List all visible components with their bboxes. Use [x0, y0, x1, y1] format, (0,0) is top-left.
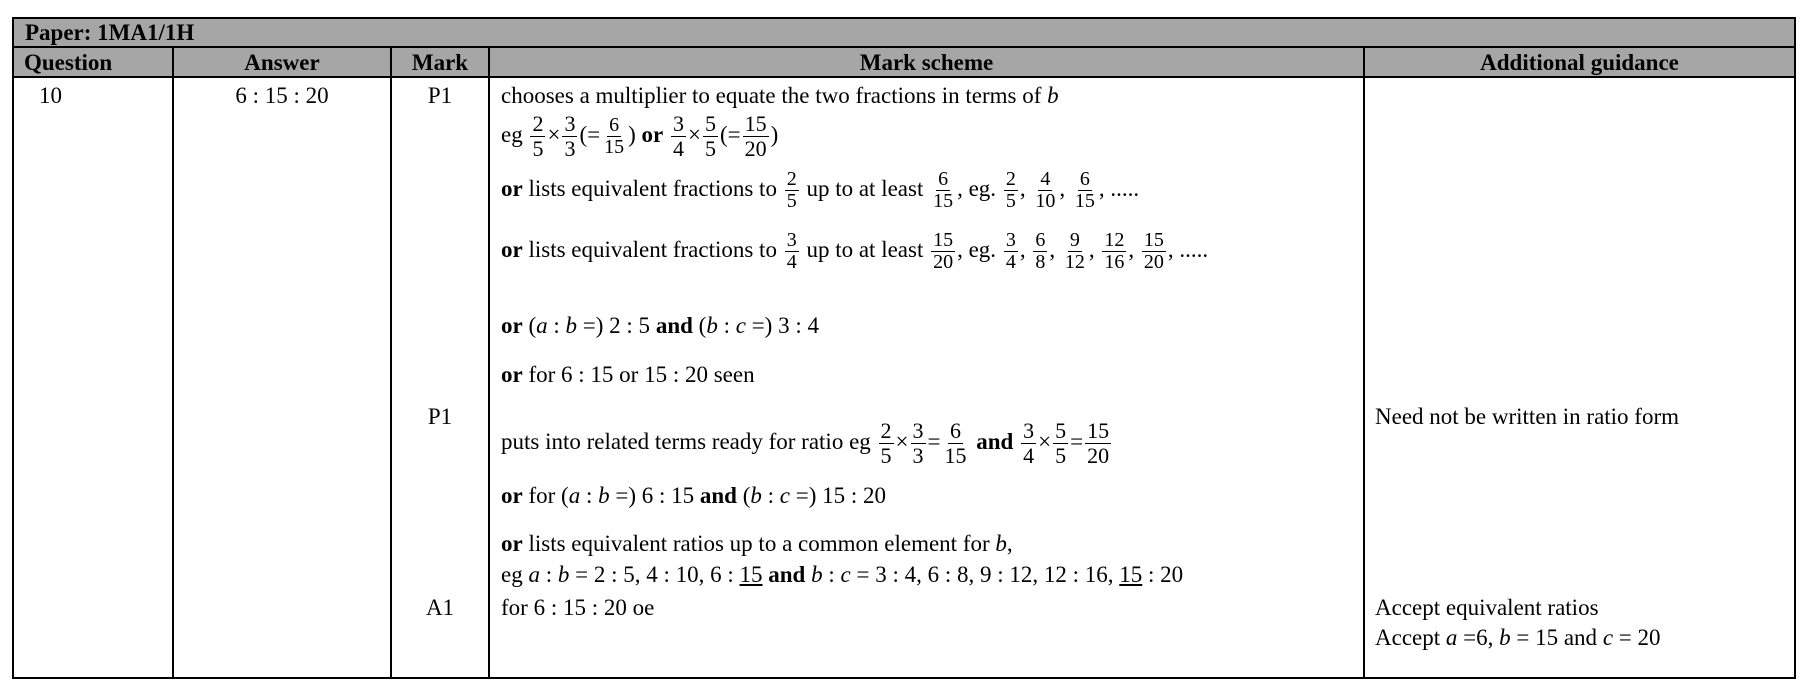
scheme-p1a-line1: chooses a multiplier to equate the two fractions in terms of b	[501, 83, 1059, 108]
column-divider	[172, 48, 174, 677]
fraction: $\frac{15}{20}$	[1143, 229, 1164, 273]
fraction: $\frac{9}{12}$	[1064, 229, 1085, 273]
fraction: $\frac{6}{15}$	[1074, 168, 1095, 212]
scheme-p1b-line1: puts into related terms ready for ratio eg $\frac{2}{5}$ × $\frac{3}{3}$ = $\frac{6}{15}$ and $\frac{3}{4}$ × $\frac{5}{5}$ = $\frac{15}{20}$	[501, 418, 1110, 468]
fraction: $\frac{15}{20}$	[744, 111, 767, 161]
scheme-p1a-list-2-5: or lists equivalent fractions to $\frac{2}{5}$ up to at least $\frac{6}{15}$ , eg. $\frac{2}{5}$ , $\frac{4}{10}$ , $\frac{6}{15}$ , .....	[501, 168, 1140, 212]
guidance-a1-line2: Accept a =6, b = 15 and c = 20	[1375, 625, 1661, 650]
scheme-p1b-common-line: or lists equivalent ratios up to a common element for b,	[501, 531, 1013, 556]
fraction: $\frac{5}{5}$	[1055, 418, 1067, 468]
fraction: $\frac{2}{5}$	[532, 111, 544, 161]
header-mark: Mark	[392, 48, 490, 78]
fraction: $\frac{2}{5}$	[1005, 168, 1016, 212]
fraction: $\frac{5}{5}$	[704, 111, 716, 161]
fraction: $\frac{2}{5}$	[786, 168, 797, 212]
mark-scheme-table	[12, 17, 1796, 679]
fraction: $\frac{6}{15}$	[933, 168, 954, 212]
fraction: $\frac{3}{4}$	[1005, 229, 1016, 273]
scheme-p1a-ratio-line: or (a : b =) 2 : 5 and (b : c =) 3 : 4	[501, 313, 819, 338]
guidance-a1-line1: Accept equivalent ratios	[1375, 595, 1599, 620]
header-guidance: Additional guidance	[1365, 48, 1794, 78]
fraction: $\frac{6}{15}$	[944, 418, 967, 468]
fraction: $\frac{2}{5}$	[880, 418, 892, 468]
fraction: $\frac{3}{4}$	[1023, 418, 1035, 468]
fraction: $\frac{6}{15}$	[604, 114, 625, 158]
column-divider	[488, 48, 490, 677]
fraction: $\frac{15}{20}$	[1087, 418, 1110, 468]
scheme-p1b-eg-ratios: eg a : b = 2 : 5, 4 : 10, 6 : 15 and b : c = 3 : 4, 6 : 8, 9 : 12, 12 : 16, 15 : 20	[501, 562, 1184, 587]
fraction: $\frac{12}{16}$	[1104, 229, 1125, 273]
mark-a1: A1	[425, 595, 455, 620]
fraction: $\frac{4}{10}$	[1035, 168, 1056, 212]
mark-p1-first: P1	[427, 83, 453, 108]
fraction: $\frac{3}{3}$	[912, 418, 924, 468]
paper-label: Paper: 1MA1/1H	[14, 19, 1794, 48]
header-answer: Answer	[174, 48, 392, 78]
fraction: $\frac{6}{8}$	[1035, 229, 1046, 273]
fraction: $\frac{15}{20}$	[933, 229, 954, 273]
scheme-p1a-seen-line: or for 6 : 15 or 15 : 20 seen	[501, 362, 755, 387]
scheme-a1-line: for 6 : 15 : 20 oe	[501, 595, 655, 620]
mark-scheme-content	[501, 83, 1356, 673]
question-number: 10	[39, 83, 62, 108]
column-divider	[1363, 48, 1365, 677]
answer-value: 6 : 15 : 20	[235, 83, 329, 108]
column-divider	[390, 48, 392, 677]
scheme-p1b-ratio-line: or for (a : b =) 6 : 15 and (b : c =) 15 : 20	[501, 483, 887, 508]
header-mark-scheme: Mark scheme	[490, 48, 1365, 78]
fraction: $\frac{3}{3}$	[564, 111, 576, 161]
mark-p1-second: P1	[427, 404, 453, 429]
fraction: $\frac{3}{4}$	[786, 229, 797, 273]
scheme-p1a-list-3-4: or lists equivalent fractions to $\frac{3}{4}$ up to at least $\frac{15}{20}$ , eg. $\frac{3}{4}$ , $\frac{6}{8}$ , $\frac{9}{12}$ , $\frac{12}{16}$ , $\frac{15}{20}$ , .....	[501, 229, 1209, 273]
header-question: Question	[14, 48, 174, 78]
scheme-p1a-eg-line: eg $\frac{2}{5}$ × $\frac{3}{3}$ (= $\frac{6}{15}$ ) or $\frac{3}{4}$ × $\frac{5}{5}$ (= $\frac{15}{20}$ )	[501, 111, 779, 161]
guidance-p1b: Need not be written in ratio form	[1375, 404, 1680, 429]
fraction: $\frac{3}{4}$	[672, 111, 684, 161]
